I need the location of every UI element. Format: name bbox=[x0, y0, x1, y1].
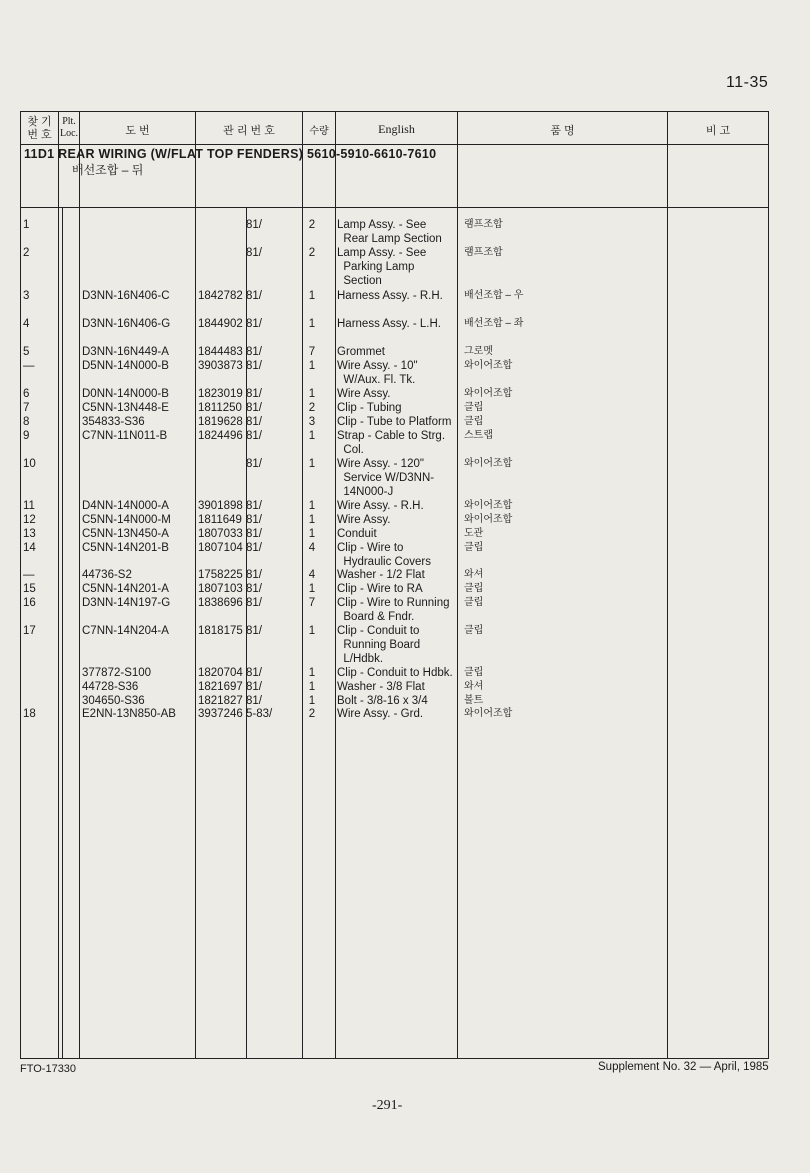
english-description: Clip - Wire to RA bbox=[337, 583, 423, 595]
find-number: 18 bbox=[23, 708, 36, 720]
part-number: 304650-S36 bbox=[82, 695, 145, 707]
find-number: 6 bbox=[23, 388, 30, 400]
header-find-no: 찾 기 번 호 bbox=[27, 116, 52, 141]
english-description: Wire Assy. bbox=[337, 514, 391, 526]
part-number: D3NN-16N406-G bbox=[82, 318, 171, 330]
find-number: 4 bbox=[23, 318, 30, 330]
quantity: 1 bbox=[308, 681, 316, 693]
korean-name: 스트랩 bbox=[464, 430, 493, 441]
management-number: 1820704 bbox=[198, 667, 243, 679]
header-part-no: 도 번 bbox=[125, 125, 150, 137]
quantity: 7 bbox=[308, 346, 316, 358]
english-description: Lamp Assy. - See Rear Lamp Section bbox=[337, 219, 442, 245]
management-number: 1844483 bbox=[198, 346, 243, 358]
rule-v bbox=[457, 112, 458, 1058]
model-code: 81/ bbox=[246, 346, 262, 358]
korean-name: 클립 bbox=[464, 597, 484, 608]
header-qty: 수량 bbox=[309, 126, 329, 137]
part-number: D0NN-14N000-B bbox=[82, 388, 169, 400]
english-description: Clip - Conduit to Running Board L/Hdbk. bbox=[337, 625, 421, 665]
find-number: 11 bbox=[23, 500, 35, 512]
korean-name: 와셔 bbox=[464, 569, 484, 580]
english-description: Lamp Assy. - See Parking Lamp Section bbox=[337, 247, 427, 287]
section-title-korean: 배선조합 – 뒤 bbox=[72, 163, 144, 177]
quantity: 1 bbox=[308, 528, 316, 540]
part-number: C5NN-14N000-M bbox=[82, 514, 171, 526]
header-korean-name: 품 명 bbox=[550, 125, 575, 137]
english-description: Conduit bbox=[337, 528, 377, 540]
english-description: Clip - Wire to Running Board & Fndr. bbox=[337, 597, 450, 623]
quantity: 1 bbox=[308, 625, 316, 637]
management-number: 1821697 bbox=[198, 681, 243, 693]
korean-name: 와이어조합 bbox=[464, 500, 513, 511]
korean-name: 와셔 bbox=[464, 681, 484, 692]
english-description: Harness Assy. - R.H. bbox=[337, 290, 443, 302]
footer-page: -291- bbox=[372, 1098, 403, 1113]
part-number: 44728-S36 bbox=[82, 681, 139, 693]
model-code: 81/ bbox=[246, 583, 262, 595]
korean-name: 램프조합 bbox=[464, 219, 503, 230]
model-code: 81/ bbox=[246, 625, 262, 637]
management-number: 1842782 bbox=[198, 290, 243, 302]
model-code: 81/ bbox=[246, 542, 262, 554]
model-code: 81/ bbox=[246, 458, 262, 470]
model-code: 81/ bbox=[246, 360, 262, 372]
english-description: Wire Assy. - 10" W/Aux. Fl. Tk. bbox=[337, 360, 418, 386]
find-number: — bbox=[23, 569, 35, 581]
part-number: C7NN-11N011-B bbox=[82, 430, 168, 442]
header-mgmt-no: 관 리 번 호 bbox=[223, 125, 275, 137]
korean-name: 클립 bbox=[464, 625, 484, 636]
model-code: 81/ bbox=[246, 528, 262, 540]
management-number: 3903873 bbox=[198, 360, 243, 372]
korean-name: 그로멧 bbox=[464, 346, 493, 357]
part-number: C7NN-14N204-A bbox=[82, 625, 169, 637]
english-description: Bolt - 3/8-16 x 3/4 bbox=[337, 695, 428, 707]
management-number: 1758225 bbox=[198, 569, 243, 581]
model-code: 81/ bbox=[246, 402, 262, 414]
management-number: 1844902 bbox=[198, 318, 243, 330]
quantity: 3 bbox=[308, 416, 316, 428]
part-number: 354833-S36 bbox=[82, 416, 145, 428]
model-code: 81/ bbox=[246, 667, 262, 679]
korean-name: 클립 bbox=[464, 583, 484, 594]
english-description: Clip - Conduit to Hdbk. bbox=[337, 667, 453, 679]
english-description: Washer - 1/2 Flat bbox=[337, 569, 425, 581]
english-description: Wire Assy. - Grd. bbox=[337, 708, 424, 720]
find-number: 17 bbox=[23, 625, 36, 637]
korean-name: 클립 bbox=[464, 402, 484, 413]
english-description: Grommet bbox=[337, 346, 385, 358]
korean-name: 클립 bbox=[464, 667, 484, 678]
model-code: 81/ bbox=[246, 514, 262, 526]
find-number: 9 bbox=[23, 430, 30, 442]
section-title: 11D1 REAR WIRING (W/FLAT TOP FENDERS) 5610-5910-6610-7610 bbox=[24, 147, 437, 161]
page-number: 11-35 bbox=[726, 74, 769, 91]
model-code: 81/ bbox=[246, 318, 262, 330]
quantity: 1 bbox=[308, 695, 316, 707]
model-code: 5-83/ bbox=[246, 708, 273, 720]
find-number: 5 bbox=[23, 346, 30, 358]
english-description: Harness Assy. - L.H. bbox=[337, 318, 441, 330]
quantity: 1 bbox=[308, 388, 316, 400]
quantity: 1 bbox=[308, 583, 316, 595]
part-number: C5NN-14N201-B bbox=[82, 542, 169, 554]
model-code: 81/ bbox=[246, 597, 262, 609]
part-number: E2NN-13N850-AB bbox=[82, 708, 176, 720]
find-number: 16 bbox=[23, 597, 36, 609]
korean-name: 와이어조합 bbox=[464, 514, 513, 525]
rule-v bbox=[335, 112, 336, 1058]
quantity: 1 bbox=[308, 290, 316, 302]
korean-name: 램프조합 bbox=[464, 247, 503, 258]
quantity: 7 bbox=[308, 597, 316, 609]
model-code: 81/ bbox=[246, 388, 262, 400]
quantity: 1 bbox=[308, 430, 316, 442]
find-number: 14 bbox=[23, 542, 36, 554]
quantity: 4 bbox=[308, 569, 316, 581]
management-number: 1811649 bbox=[198, 514, 242, 526]
model-code: 81/ bbox=[246, 247, 262, 259]
korean-name: 도관 bbox=[464, 528, 484, 539]
english-description: Clip - Tubing bbox=[337, 402, 402, 414]
management-number: 1807033 bbox=[198, 528, 243, 540]
rule-h bbox=[21, 207, 768, 208]
management-number: 1823019 bbox=[198, 388, 243, 400]
quantity: 1 bbox=[308, 318, 316, 330]
rule-v bbox=[58, 112, 59, 1058]
korean-name: 클립 bbox=[464, 542, 484, 553]
find-number: 8 bbox=[23, 416, 30, 428]
find-number: 13 bbox=[23, 528, 36, 540]
header-english: English bbox=[378, 122, 415, 136]
management-number: 1838696 bbox=[198, 597, 243, 609]
header-plt-loc: Plt. Loc. bbox=[59, 116, 79, 139]
model-code: 81/ bbox=[246, 416, 262, 428]
part-number: D4NN-14N000-A bbox=[82, 500, 169, 512]
find-number: 10 bbox=[23, 458, 36, 470]
model-code: 81/ bbox=[246, 569, 262, 581]
part-number: D3NN-16N449-A bbox=[82, 346, 169, 358]
model-code: 81/ bbox=[246, 681, 262, 693]
rule-v bbox=[79, 112, 80, 1058]
management-number: 1821827 bbox=[198, 695, 243, 707]
management-number: 1819628 bbox=[198, 416, 243, 428]
management-number: 1807103 bbox=[198, 583, 243, 595]
part-number: D3NN-16N406-C bbox=[82, 290, 170, 302]
management-number: 1818175 bbox=[198, 625, 243, 637]
rule-v bbox=[195, 112, 196, 1058]
quantity: 4 bbox=[308, 542, 316, 554]
model-code: 81/ bbox=[246, 500, 262, 512]
english-description: Washer - 3/8 Flat bbox=[337, 681, 425, 693]
part-number: 377872-S100 bbox=[82, 667, 152, 679]
quantity: 1 bbox=[308, 458, 316, 470]
korean-name: 볼트 bbox=[464, 695, 484, 706]
quantity: 1 bbox=[308, 667, 316, 679]
quantity: 2 bbox=[308, 402, 316, 414]
part-number: C5NN-13N450-A bbox=[82, 528, 169, 540]
korean-name: 배선조합 – 좌 bbox=[464, 318, 524, 329]
part-number: D5NN-14N000-B bbox=[82, 360, 169, 372]
find-number: 7 bbox=[23, 402, 30, 414]
management-number: 1824496 bbox=[198, 430, 243, 442]
english-description: Wire Assy. - 120" Service W/D3NN- 14N000-J bbox=[337, 458, 435, 498]
quantity: 1 bbox=[308, 514, 316, 526]
find-number: 2 bbox=[23, 247, 30, 259]
model-code: 81/ bbox=[246, 430, 262, 442]
quantity: 2 bbox=[308, 247, 316, 259]
find-number: 3 bbox=[23, 290, 30, 302]
find-number: 1 bbox=[23, 219, 30, 231]
korean-name: 와이어조합 bbox=[464, 388, 513, 399]
quantity: 1 bbox=[308, 360, 316, 372]
english-description: Wire Assy. - R.H. bbox=[337, 500, 424, 512]
find-number: 12 bbox=[23, 514, 36, 526]
korean-name: 클립 bbox=[464, 416, 484, 427]
management-number: 3937246 bbox=[198, 708, 243, 720]
find-number: 15 bbox=[23, 583, 36, 595]
quantity: 1 bbox=[308, 500, 316, 512]
footer-form-number: FTO-17330 bbox=[20, 1063, 77, 1075]
management-number: 1811250 bbox=[198, 402, 242, 414]
rule-v bbox=[667, 112, 668, 1058]
find-number: — bbox=[23, 360, 35, 372]
english-description: Clip - Wire to Hydraulic Covers bbox=[337, 542, 431, 568]
english-description: Strap - Cable to Strg. Col. bbox=[337, 430, 446, 456]
part-number: C5NN-13N448-E bbox=[82, 402, 169, 414]
model-code: 81/ bbox=[246, 219, 262, 231]
header-remarks: 비 고 bbox=[705, 125, 731, 137]
korean-name: 배선조합 – 우 bbox=[464, 290, 524, 301]
korean-name: 와이어조합 bbox=[464, 708, 513, 719]
english-description: Clip - Tube to Platform bbox=[337, 416, 452, 428]
korean-name: 와이어조합 bbox=[464, 360, 513, 371]
rule-v bbox=[62, 207, 63, 1058]
model-code: 81/ bbox=[246, 290, 262, 302]
quantity: 2 bbox=[308, 708, 316, 720]
rule-h bbox=[21, 144, 768, 145]
footer-supplement: Supplement No. 32 — April, 1985 bbox=[598, 1061, 769, 1073]
management-number: 3901898 bbox=[198, 500, 243, 512]
part-number: C5NN-14N201-A bbox=[82, 583, 169, 595]
part-number: 44736-S2 bbox=[82, 569, 132, 581]
management-number: 1807104 bbox=[198, 542, 243, 554]
korean-name: 와이어조합 bbox=[464, 458, 513, 469]
model-code: 81/ bbox=[246, 695, 262, 707]
quantity: 2 bbox=[308, 219, 316, 231]
part-number: D3NN-14N197-G bbox=[82, 597, 171, 609]
english-description: Wire Assy. bbox=[337, 388, 391, 400]
